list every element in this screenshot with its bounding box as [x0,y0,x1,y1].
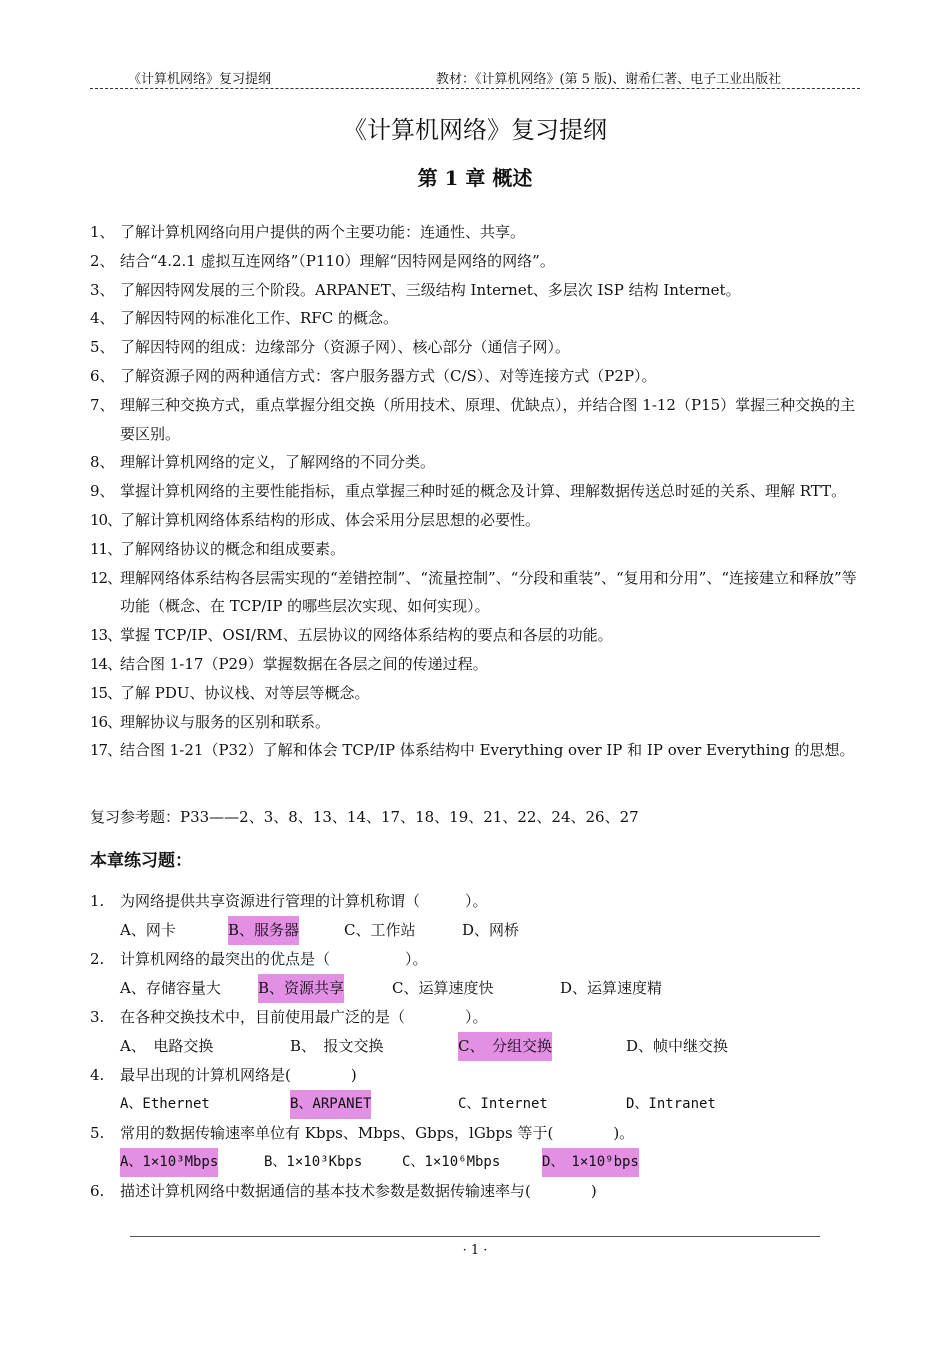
outline-item [90,564,862,622]
option: A、存储容量大 [120,979,221,997]
item-text: 结合“4.2.1 虚拟互连网络”（P110）理解“因特网是网络的网络”。 [120,251,555,270]
option: B、1×10³Kbps [264,1154,363,1170]
item-text: 理解网络体系结构各层需实现的“差错控制”、“流量控制”、“分段和重装”、“复用和分用”、“连接建立和释放”等功能（概念、在 TCP/IP 的哪些层次实现、如何实现）。 [120,568,857,616]
reference-exercises: 复习参考题：P33——2、3、8、13、14、17、18、19、21、22、24、26、27 [90,808,639,826]
question [90,887,862,916]
option-highlighted: B、服务器 [228,916,299,945]
option: B、 报文交换 [290,1037,384,1055]
item-text: 了解计算机网络向用户提供的两个主要功能：连通性、共享。 [120,223,526,241]
outline-item [90,477,862,506]
item-text: 了解资源子网的两种通信方式：客户服务器方式（C/S）、对等连接方式（P2P）。 [120,366,657,385]
option: A、网卡 [120,921,176,939]
item-number: 5、 [90,338,115,357]
outline-item [90,708,862,737]
item-text: 了解 PDU、协议栈、对等层等概念。 [120,683,370,702]
question-number: 6. [90,1182,105,1200]
outline-item [90,448,862,477]
chapter-heading: 第 1 章 概述 [417,166,533,190]
question-number: 3. [90,1008,105,1026]
question-number: 1. [90,892,105,910]
outline-item [90,506,862,535]
item-number: 13、 [90,626,122,645]
item-text: 结合图 1-21（P32）了解和体会 TCP/IP 体系结构中 Everything over IP 和 IP over Everything 的思想。 [120,741,855,760]
question-text: 描述计算机网络中数据通信的基本技术参数是数据传输速率与( ) [120,1182,597,1200]
item-number: 6、 [90,366,115,385]
question-text: 在各种交换技术中，目前使用最广泛的是（ ）。 [120,1008,488,1026]
question-text: 常用的数据传输速率单位有 Kbps、Mbps、Gbps，lGbps 等于( )。 [120,1124,635,1142]
question-text: 为网络提供共享资源进行管理的计算机称谓（ ）。 [120,892,488,910]
option: D、帧中继交换 [626,1037,729,1055]
question-text: 计算机网络的最突出的优点是（ ）。 [120,950,428,968]
option: D、网桥 [462,921,520,939]
item-number: 7、 [90,395,115,414]
item-text: 了解因特网的标准化工作、RFC 的概念。 [120,309,398,328]
item-text: 理解计算机网络的定义，了解网络的不同分类。 [120,453,436,472]
outline-item [90,362,862,391]
outline-item [90,679,862,708]
item-text: 结合图 1-17（P29）掌握数据在各层之间的传递过程。 [120,654,488,673]
question-number: 2. [90,950,105,968]
item-number: 8、 [90,453,115,472]
option: C、Internet [458,1096,548,1112]
option-highlighted: C、 分组交换 [458,1032,552,1061]
item-number: 10、 [90,510,122,529]
item-text: 了解网络协议的概念和组成要素。 [120,539,346,558]
option: A、Ethernet [120,1096,210,1112]
footer-rule [130,1236,820,1237]
item-text: 掌握计算机网络的主要性能指标，重点掌握三种时延的概念及计算、理解数据传送总时延的关系、理解 RTT。 [120,482,847,501]
question [90,1061,862,1090]
item-number: 17、 [90,741,122,760]
outline-item [90,736,862,765]
question-number: 5. [90,1124,105,1142]
item-text: 掌握 TCP/IP、OSI/RM、五层协议的网络体系结构的要点和各层的功能。 [120,626,613,645]
outline-item [90,333,862,362]
options-row [90,974,862,1003]
header-left: 《计算机网络》复习提纲 [128,72,272,87]
item-text: 了解因特网发展的三个阶段。ARPANET、三级结构 Internet、多层次 ISP 结构 Internet。 [120,280,741,299]
outline-item [90,218,862,247]
item-text: 理解三种交换方式，重点掌握分组交换（所用技术、原理、优缺点），并结合图 1-12（P15）掌握三种交换的主要区别。 [120,395,856,443]
item-number: 15、 [90,683,122,702]
option-highlighted: B、资源共享 [258,974,344,1003]
page-number: · 1 · [462,1243,488,1258]
document-title: 《计算机网络》复习提纲 [343,116,607,144]
exercise-heading: 本章练习题： [90,851,192,871]
question-number: 4. [90,1066,105,1084]
outline-item [90,247,862,276]
options-row [90,1090,862,1119]
option: D、Intranet [626,1096,716,1112]
question [90,1119,862,1148]
header-right: 教材：《计算机网络》(第 5 版)、谢希仁著、电子工业出版社 [436,72,782,87]
item-number: 1、 [90,223,115,241]
item-number: 14、 [90,654,122,673]
item-number: 2、 [90,251,115,270]
options-row [90,1148,862,1177]
outline-item [90,535,862,564]
options-row [90,1032,862,1061]
option: D、运算速度精 [560,979,663,997]
exercise-list [90,887,862,1206]
options-row [90,916,862,945]
item-text: 了解计算机网络体系结构的形成、体会采用分层思想的必要性。 [120,510,541,529]
outline-list [90,218,862,765]
item-number: 3、 [90,280,115,299]
item-number: 4、 [90,309,115,328]
item-number: 12、 [90,568,122,587]
question-text: 最早出现的计算机网络是( ) [120,1066,357,1084]
outline-item [90,650,862,679]
item-text: 了解因特网的组成：边缘部分（资源子网）、核心部分（通信子网）。 [120,338,571,357]
option: C、1×10⁶Mbps [402,1154,501,1170]
item-number: 9、 [90,482,115,501]
outline-item [90,391,862,449]
item-number: 11、 [90,539,122,558]
question [90,945,862,974]
option: C、运算速度快 [392,979,494,997]
outline-item [90,304,862,333]
item-text: 理解协议与服务的区别和联系。 [120,712,331,731]
option: A、 电路交换 [120,1037,214,1055]
question [90,1177,862,1206]
outline-item [90,276,862,305]
option-highlighted: B、ARPANET [290,1090,371,1119]
page-header [90,64,860,89]
option-highlighted: D、 1×10⁹bps [542,1148,639,1177]
option: C、工作站 [344,921,416,939]
item-number: 16、 [90,712,122,731]
outline-item [90,621,862,650]
question [90,1003,862,1032]
option-highlighted: A、1×10³Mbps [120,1148,218,1177]
